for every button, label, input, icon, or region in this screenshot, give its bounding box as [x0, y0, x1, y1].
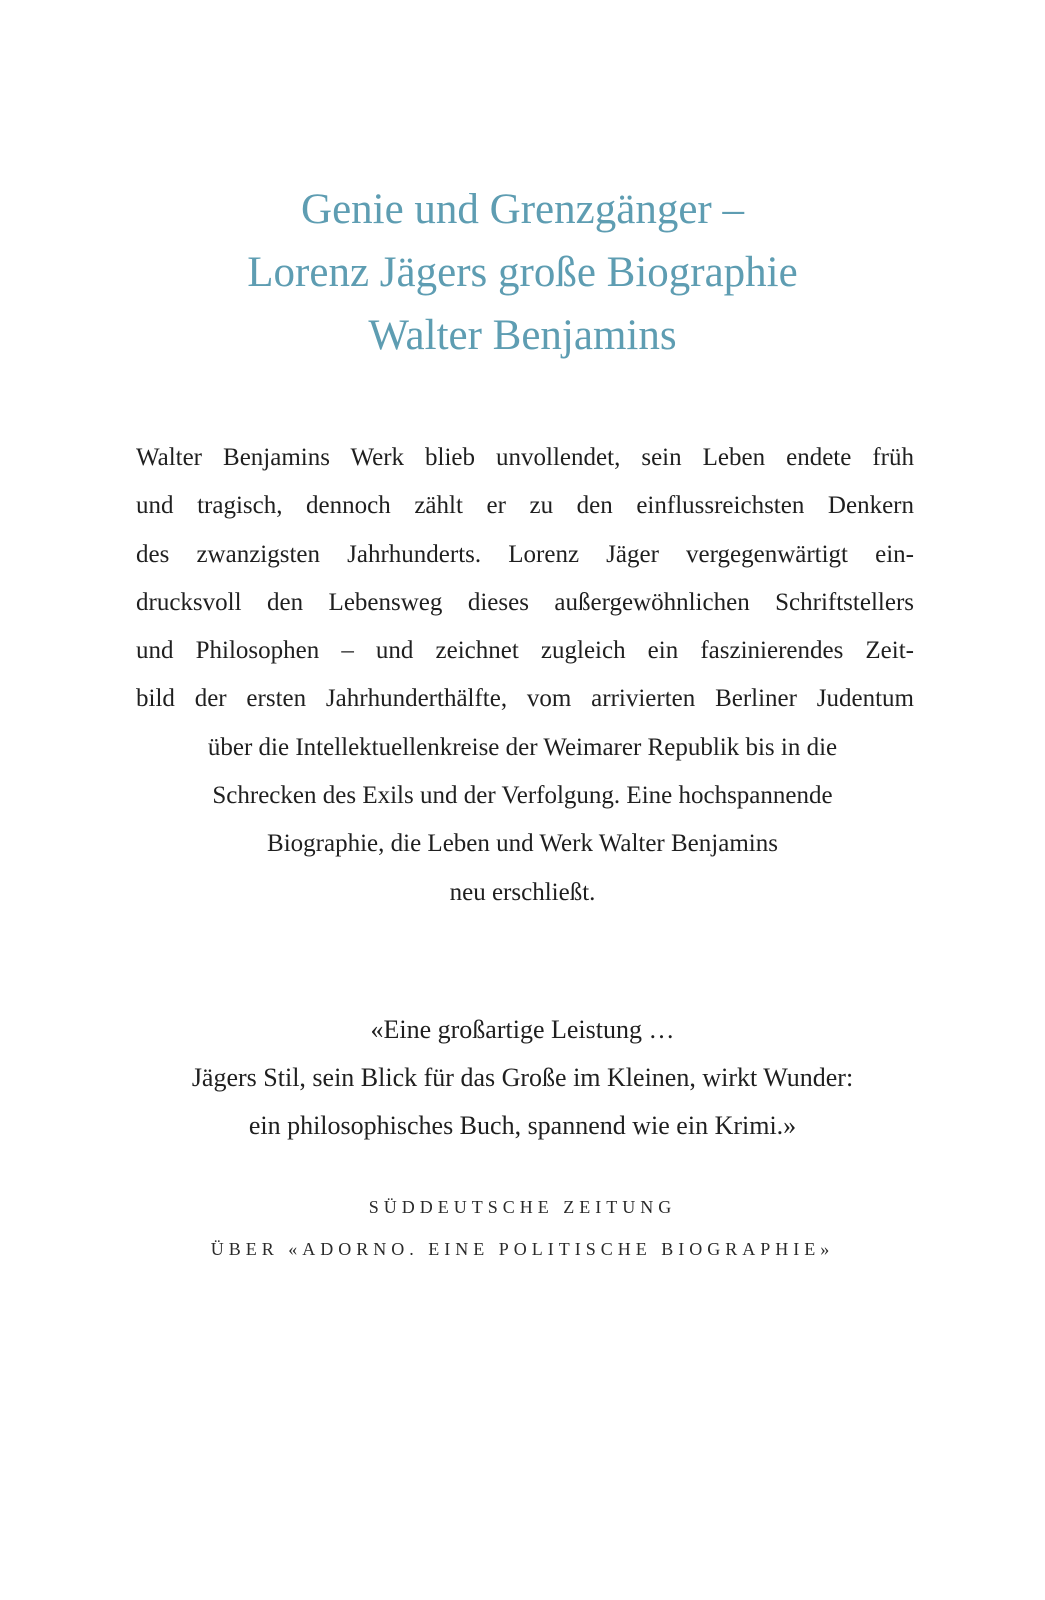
headline-line: Genie und Grenzgänger –	[301, 186, 744, 233]
headline	[0, 178, 1045, 367]
blurb-paragraph	[0, 434, 1045, 917]
source-line: SÜDDEUTSCHE ZEITUNG	[368, 1197, 677, 1217]
blurb-line: neu erschließt.	[449, 878, 596, 906]
quote-line: ein philosophisches Buch, spannend wie ein Krimi.»	[248, 1111, 797, 1140]
blurb-line: Biographie, die Leben und Werk Walter Benjamins	[267, 830, 778, 858]
quote-line: Jägers Stil, sein Blick für das Große im Kleinen, wirkt Wunder:	[191, 1063, 854, 1092]
blurb-line: Schrecken des Exils und der Verfolgung. Eine hochspannende	[212, 782, 833, 810]
blurb-line: und Philosophen – und zeichnet zugleich ein faszinierendes Zeit-	[136, 637, 914, 665]
blurb-line: bild der ersten Jahrhunderthälfte, vom arrivierten Berliner Judentum	[136, 685, 914, 713]
source-line: ÜBER «ADORNO. EINE POLITISCHE BIOGRAPHIE»	[210, 1239, 835, 1259]
blurb-line: über die Intellektuellenkreise der Weimarer Republik bis in die	[207, 733, 838, 761]
blurb-line: und tragisch, dennoch zählt er zu den einflussreichsten Denkern	[136, 492, 914, 520]
blurb-line: des zwanzigsten Jahrhunderts. Lorenz Jäger vergegenwärtigt ein-	[136, 540, 914, 568]
headline-line: Walter Benjamins	[368, 312, 677, 359]
blurb-line: drucksvoll den Lebensweg dieses außergewöhnlichen Schriftstellers	[136, 588, 914, 616]
blurb-line: Walter Benjamins Werk blieb unvollendet, sein Leben endete früh	[136, 444, 914, 471]
quote-source	[0, 1186, 1045, 1270]
headline-line: Lorenz Jägers große Biographie	[247, 249, 798, 296]
quote-line: «Eine großartige Leistung …	[370, 1015, 675, 1044]
review-quote	[0, 1006, 1045, 1150]
